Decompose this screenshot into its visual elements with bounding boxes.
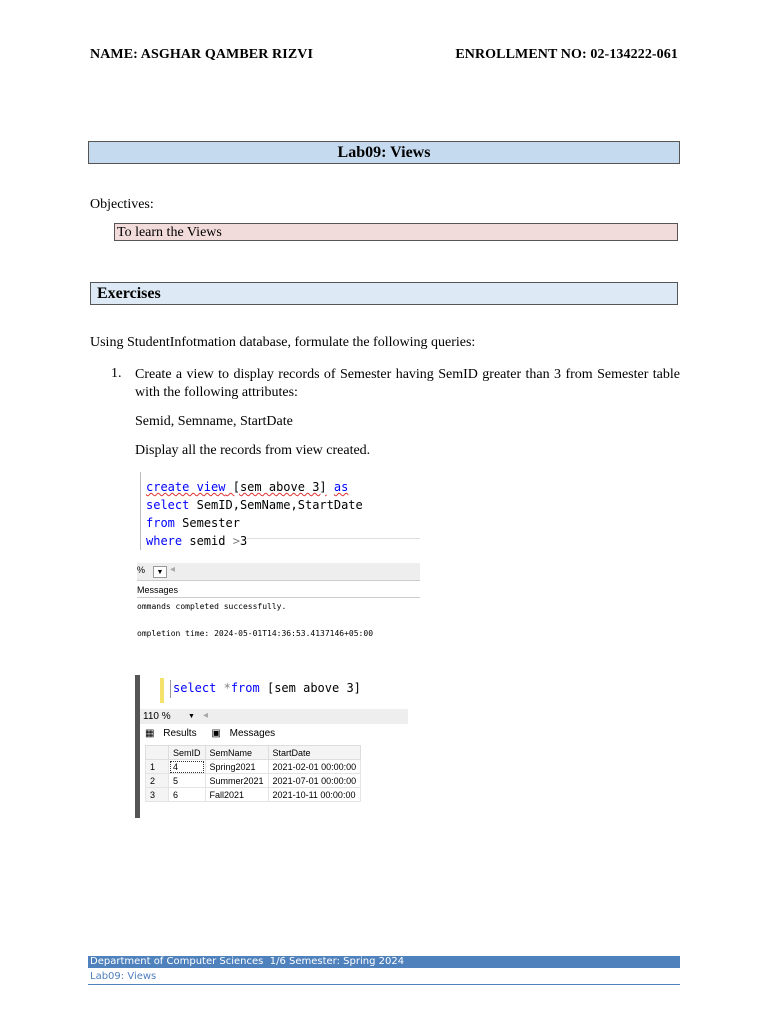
- zoom-bar: [140, 709, 408, 724]
- sql-editor-select-view: [135, 675, 408, 818]
- grid-icon: ▦: [145, 728, 155, 739]
- question-text: Create a view to display records of Semester having SemID greater than 3 from Semester table with the following attributes:: [135, 367, 680, 400]
- table-cell[interactable]: 5: [169, 774, 206, 788]
- chevron-down-icon[interactable]: ▼: [188, 712, 195, 720]
- tab-divider: [137, 597, 420, 598]
- exercises-heading: Exercises: [90, 282, 678, 305]
- zoom-bar: [137, 563, 420, 581]
- footer-divider: [88, 984, 680, 985]
- table-row: [146, 774, 361, 788]
- sql-select-line: select *from [sem above 3]: [173, 681, 361, 695]
- student-name: NAME: ASGHAR QAMBER RIZVI: [90, 47, 314, 62]
- question-number: 1.: [111, 366, 122, 381]
- objectives-label: Objectives:: [90, 197, 154, 212]
- editor-left-border: [135, 675, 140, 818]
- column-header: [146, 746, 169, 760]
- table-cell[interactable]: 2021-07-01 00:00:00: [268, 774, 361, 788]
- chevron-down-icon[interactable]: ▼: [153, 566, 167, 578]
- column-header[interactable]: SemName: [205, 746, 268, 760]
- objective-box: To learn the Views: [114, 223, 678, 241]
- table-cell[interactable]: Fall2021: [205, 788, 268, 802]
- scroll-left-icon[interactable]: ◂: [203, 710, 209, 721]
- intro-text: Using StudentInfotmation database, formulate the following queries:: [90, 335, 476, 350]
- question-attributes: Semid, Semname, StartDate: [135, 414, 293, 429]
- text-cursor: [170, 680, 171, 698]
- messages-icon: ▣: [211, 728, 221, 739]
- row-number: 1: [146, 760, 169, 774]
- messages-tab[interactable]: Messages: [137, 585, 179, 595]
- table-cell[interactable]: 4: [169, 760, 206, 774]
- tab-results[interactable]: ▦ Results: [145, 728, 197, 739]
- message-completion-time: ompletion time: 2024-05-01T14:36:53.4137146+05:00: [137, 629, 374, 638]
- lab-title: Lab09: Views: [88, 141, 680, 164]
- change-marker: [160, 678, 164, 703]
- sql-line-3: from Semester: [146, 516, 240, 530]
- tab-messages[interactable]: ▣ Messages: [211, 728, 276, 739]
- table-cell[interactable]: 2021-02-01 00:00:00: [268, 760, 361, 774]
- column-header[interactable]: StartDate: [268, 746, 361, 760]
- table-row: [146, 760, 361, 774]
- enrollment-number: ENROLLMENT NO: 02-134222-061: [455, 47, 678, 62]
- table-cell[interactable]: Spring2021: [205, 760, 268, 774]
- footer-lab: Lab09: Views: [90, 971, 157, 982]
- results-grid: [145, 745, 361, 802]
- sql-line-2: select SemID,SemName,StartDate: [146, 498, 363, 512]
- table-cell[interactable]: 2021-10-11 00:00:00: [268, 788, 361, 802]
- editor-gutter: [140, 472, 141, 550]
- column-header[interactable]: SemID: [169, 746, 206, 760]
- message-success: ommands completed successfully.: [137, 602, 287, 611]
- question-display: Display all the records from view created.: [135, 443, 371, 458]
- row-number: 2: [146, 774, 169, 788]
- sql-line-1: create view [sem above 3] as: [146, 480, 349, 494]
- table-cell[interactable]: Summer2021: [205, 774, 268, 788]
- table-row: [146, 788, 361, 802]
- result-tabs: [145, 728, 287, 739]
- zoom-level: 110 %: [143, 711, 171, 722]
- table-cell[interactable]: 6: [169, 788, 206, 802]
- sql-line-4: where semid >3: [146, 534, 248, 548]
- sql-editor-create-view: [137, 470, 420, 552]
- footer-department: Department of Computer Sciences 1/6 Semester: Spring 2024: [90, 956, 405, 967]
- zoom-level: %: [137, 565, 146, 575]
- grid-header-row: [146, 746, 361, 760]
- row-number: 3: [146, 788, 169, 802]
- editor-current-line: [247, 538, 420, 539]
- scroll-left-icon[interactable]: ◂: [170, 564, 176, 575]
